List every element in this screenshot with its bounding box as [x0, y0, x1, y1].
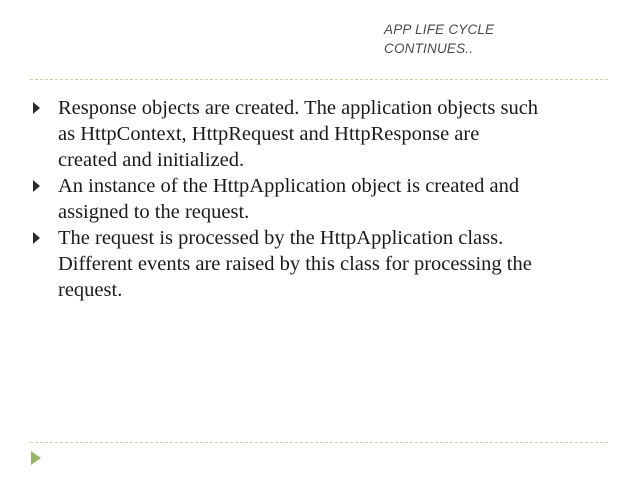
bullet-text-line: created and initialized.: [58, 149, 245, 171]
slide-title: [384, 20, 624, 58]
bullet-text-line: request.: [58, 279, 123, 301]
top-divider: [30, 79, 608, 80]
bullet-list: [30, 95, 615, 303]
bullet-item: [30, 95, 615, 173]
bullet-text-line: Response objects are created. The application objects such: [58, 97, 539, 119]
bullet-text-line: as HttpContext, HttpRequest and HttpResponse are: [58, 123, 480, 145]
bullet-text-line: An instance of the HttpApplication object is created and: [58, 175, 520, 197]
slide-title-line: APP LIFE CYCLE: [384, 22, 495, 37]
bullet-text-line: Different events are raised by this class for processing the: [58, 253, 532, 275]
triangle-bullet-icon: [33, 180, 40, 192]
triangle-bullet-icon: [33, 102, 40, 114]
slide-title-line: CONTINUES..: [384, 41, 474, 56]
bottom-divider: [30, 442, 608, 443]
bullet-text-line: assigned to the request.: [58, 201, 250, 223]
bullet-item: [30, 225, 615, 303]
bullet-text-line: The request is processed by the HttpApplication class.: [58, 227, 504, 249]
triangle-arrow-icon: [31, 451, 41, 465]
bullet-item: [30, 173, 615, 225]
triangle-bullet-icon: [33, 232, 40, 244]
